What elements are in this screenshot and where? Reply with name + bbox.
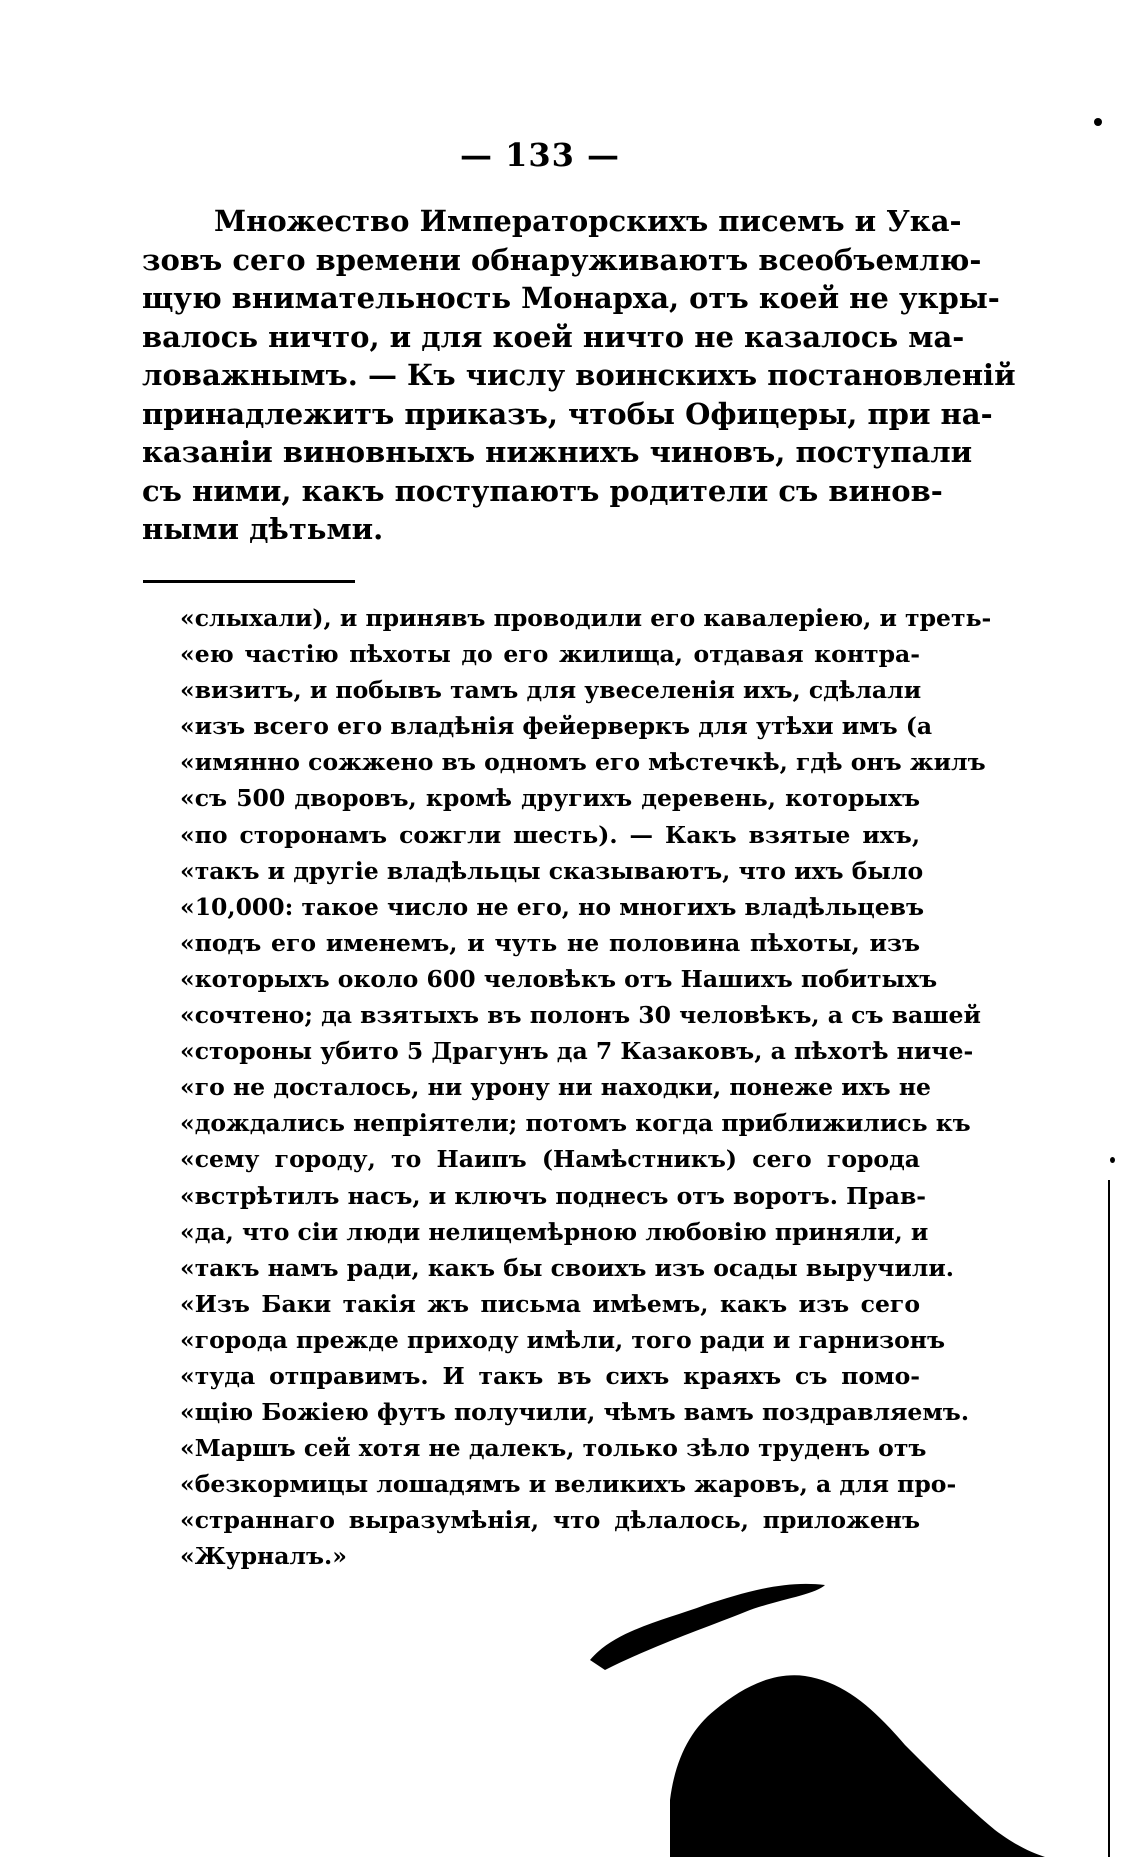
scan-speck (1110, 1157, 1115, 1163)
footnote-line: «визитъ, и побывъ тамъ для увеселенія ихъ, сдѣлали (180, 676, 922, 705)
main-text-line: ными дѣтьми. (142, 512, 384, 546)
footnote-line: «города прежде приходу имѣли, того ради и гарнизонъ (180, 1325, 946, 1354)
footnote-line: «Маршъ сей хотя не далекъ, только зѣло труденъ отъ (180, 1434, 927, 1463)
footnote-line: «слыхали), и принявъ проводили его кавалеріею, и треть- (180, 604, 992, 632)
footnote-line: «подъ его именемъ, и чуть не половина пѣхоты, изъ (180, 928, 920, 957)
footnote-line: «щію Божіею футъ получили, чѣмъ вамъ поздравляемъ. (180, 1398, 969, 1427)
footnote-line: «съ 500 дворовъ, кромѣ другихъ деревень, которыхъ (180, 784, 920, 813)
footnote-line: «которыхъ около 600 человѣкъ отъ Нашихъ побитыхъ (180, 964, 938, 993)
main-text-line: ловажнымъ. — Къ числу воинскихъ постановленій (142, 358, 1016, 392)
main-text-line: Множество Императорскихъ писемъ и Ука- (214, 204, 962, 238)
footnote-line: «имянно сожжено въ одномъ его мѣстечкѣ, гдѣ онъ жилъ (180, 748, 986, 777)
footnote-line: «встрѣтилъ насъ, и ключъ поднесъ отъ воротъ. Прав- (180, 1181, 927, 1210)
footnote-separator-rule (143, 580, 355, 583)
footnote-line: «по сторонамъ сожгли шесть). — Какъ взятые ихъ, (180, 820, 920, 849)
footnote-line: «10,000: такое число не его, но многихъ владѣльцевъ (180, 892, 925, 921)
main-text-line: зовъ сего времени обнаруживаютъ всеобъемлю- (142, 242, 982, 277)
footnote-line: «Изъ Баки такія жъ письма имѣемъ, какъ изъ сего (180, 1289, 920, 1318)
footnote-line: «безкормицы лошадямъ и великихъ жаровъ, а для про- (180, 1470, 957, 1499)
page-number: — 133 — (459, 136, 621, 174)
main-text-line: принадлежитъ приказъ, чтобы Офицеры, при на- (142, 396, 993, 431)
footnote-line: «да, что сіи люди нелицемѣрною любовію приняли, и (180, 1217, 929, 1246)
footnote-block (180, 600, 992, 1575)
scan-edge-line (1108, 1180, 1110, 1857)
main-text-line: валось ничто, и для коей ничто не казалось ма- (142, 319, 965, 354)
footnote-line: «сему городу, то Наипъ (Намѣстникъ) сего города (180, 1145, 920, 1174)
footnote-line: «изъ всего его владѣнія фейерверкъ для утѣхи имъ (а (180, 712, 933, 741)
footnote-line: «туда отправимъ. И такъ въ сихъ краяхъ съ помо- (180, 1361, 920, 1390)
main-paragraph (142, 202, 1016, 549)
main-text-line: казаніи виновныхъ нижнихъ чиновъ, поступали (142, 435, 973, 469)
ink-blot-crest (590, 1584, 825, 1670)
ink-blot-mass (670, 1675, 1045, 1857)
footnote-line: «страннаго выразумѣнія, что дѣлалось, приложенъ (180, 1506, 920, 1535)
footnote-line: «стороны убито 5 Драгунъ да 7 Казаковъ, а пѣхотѣ ниче- (180, 1037, 974, 1066)
footnote-line: «дождались непріятели; потомъ когда приближились къ (180, 1109, 971, 1138)
footnote-line: «такъ намъ ради, какъ бы своихъ изъ осады выручили. (180, 1253, 954, 1282)
footnote-line: «такъ и другіе владѣльцы сказываютъ, что ихъ было (180, 856, 924, 885)
main-text-line: съ ними, какъ поступаютъ родители съ винов- (142, 473, 943, 508)
main-text-line: щую внимательность Монарха, отъ коей не укры- (142, 281, 1000, 315)
footnote-line: «го не досталось, ни урону ни находки, понеже ихъ не (180, 1073, 932, 1102)
footnote-line: «ею частію пѣхоты до его жилища, отдавая контра- (180, 640, 920, 669)
scan-speck (1094, 118, 1102, 126)
ink-blot-artifact (575, 1560, 1075, 1857)
footnote-line: «сочтено; да взятыхъ въ полонъ 30 человѣкъ, а съ вашей (180, 1001, 981, 1030)
footnote-line: «Журналъ.» (180, 1542, 347, 1571)
